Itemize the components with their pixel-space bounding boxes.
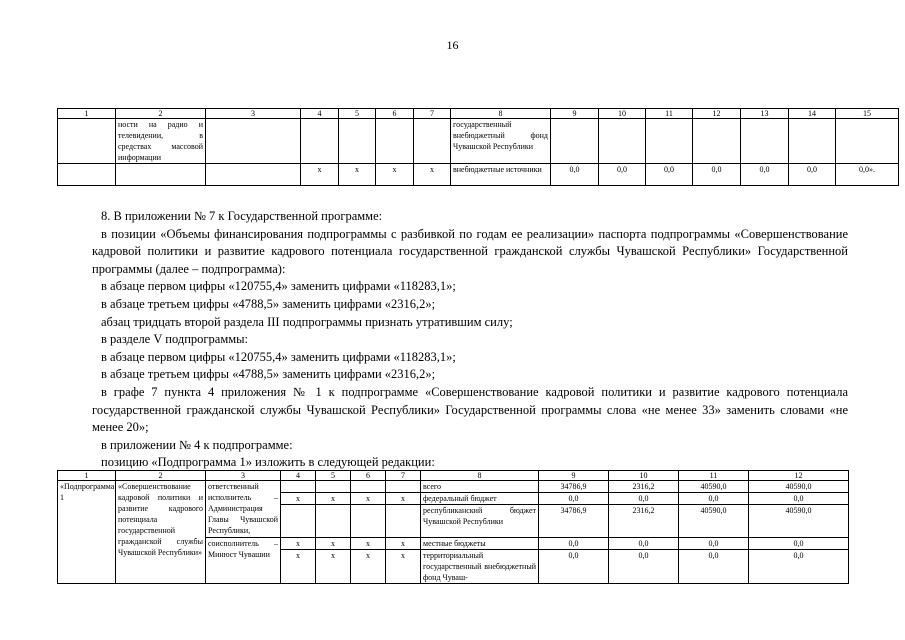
- table-cell: [646, 119, 693, 164]
- table-cell: 0,0: [609, 538, 679, 550]
- table-cell: [339, 119, 376, 164]
- table-header-cell: 15: [836, 109, 899, 119]
- table-cell: x: [316, 493, 351, 505]
- table-header-cell: 3: [206, 471, 281, 481]
- table-cell: 2316,2: [609, 481, 679, 493]
- table-cell: 0,0: [679, 550, 749, 584]
- table-cell: [351, 505, 386, 538]
- funding-source-cell: территориальный государственный внебюджетный фонд Чуваш-: [421, 550, 539, 584]
- table-header-cell: 7: [414, 109, 451, 119]
- document-body: [92, 208, 848, 472]
- table-cell: 34786,9: [539, 481, 609, 493]
- table-cell: [741, 119, 789, 164]
- table-header-row: [58, 109, 899, 119]
- table-cell: 0,0: [679, 538, 749, 550]
- table-cell: 40590,0: [679, 481, 749, 493]
- table-cell: 0,0».: [836, 164, 899, 186]
- paragraph: в абзаце третьем цифры «4788,5» заменить цифрами «2316,2»;: [101, 367, 436, 382]
- table-cell: 40590,0: [749, 481, 849, 493]
- funding-source-cell: местные бюджеты: [421, 538, 539, 550]
- table-header-cell: 6: [351, 471, 386, 481]
- table-cell: [693, 119, 741, 164]
- table-cell: x: [351, 493, 386, 505]
- table-row: [58, 481, 849, 493]
- table-cell: 0,0: [539, 538, 609, 550]
- paragraph: в абзаце первом цифры «120755,4» заменить цифрами «118283,1»;: [101, 279, 456, 294]
- table-cell: [836, 119, 899, 164]
- table-cell: [599, 119, 646, 164]
- table-cell: 0,0: [599, 164, 646, 186]
- table-header-cell: 14: [789, 109, 836, 119]
- table-header-cell: 13: [741, 109, 789, 119]
- table-header-cell: 2: [116, 471, 206, 481]
- table-cell: 0,0: [679, 493, 749, 505]
- table-cell: [376, 119, 414, 164]
- budget-table-continuation: [57, 108, 899, 186]
- table-header-cell: 4: [281, 471, 316, 481]
- table-cell: 0,0: [551, 164, 599, 186]
- table-cell: [386, 481, 421, 493]
- table-cell: x: [414, 164, 451, 186]
- table-header-cell: 6: [376, 109, 414, 119]
- table-cell: x: [339, 164, 376, 186]
- table-cell: [58, 119, 116, 164]
- table-row: [58, 119, 899, 164]
- table-cell: 0,0: [539, 493, 609, 505]
- table-cell: 0,0: [749, 538, 849, 550]
- table-header-cell: 9: [539, 471, 609, 481]
- table-cell: [58, 164, 116, 186]
- table-cell: [206, 164, 301, 186]
- table-header-cell: 5: [316, 471, 351, 481]
- table-cell: 0,0: [789, 164, 836, 186]
- table-cell: x: [281, 550, 316, 584]
- table-cell: x: [376, 164, 414, 186]
- table-cell: 0,0: [741, 164, 789, 186]
- table-cell: [206, 119, 301, 164]
- table-cell: [301, 119, 339, 164]
- table-header-cell: 12: [749, 471, 849, 481]
- table-cell: 0,0: [749, 550, 849, 584]
- paragraph: в графе 7 пункта 4 приложения № 1 к подпрограмме «Совершенствование кадровой политики и развитие кадрового потенциала государственной гражданской службы Чувашской Республики» Государственной программы слова «не менее 33» заменить словами «не менее 20»;: [92, 384, 848, 435]
- funding-source-cell: федеральный бюджет: [421, 493, 539, 505]
- table-cell: 0,0: [609, 493, 679, 505]
- table-cell: x: [386, 550, 421, 584]
- executor-cell: ответственный исполнитель – Администрация Главы Чувашской Республики,: [206, 481, 281, 538]
- table-cell: 0,0: [539, 550, 609, 584]
- table-header-cell: 4: [301, 109, 339, 119]
- table-cell: [386, 505, 421, 538]
- table-cell: [414, 119, 451, 164]
- table-cell: [281, 505, 316, 538]
- table-cell: [316, 505, 351, 538]
- table-cell: 0,0: [749, 493, 849, 505]
- subprogram-title-cell: «Совершенствование кадровой политики и развитие кадрового потенциала государственной гражданской службы Чувашской Республики»: [116, 481, 206, 584]
- table-cell: x: [386, 493, 421, 505]
- table-cell: 34786,9: [539, 505, 609, 538]
- table-header-cell: 1: [58, 471, 116, 481]
- table-cell: 40590,0: [749, 505, 849, 538]
- table-header-cell: 8: [451, 109, 551, 119]
- table-cell: x: [351, 538, 386, 550]
- table-cell: x: [316, 538, 351, 550]
- table-header-cell: 10: [609, 471, 679, 481]
- table-header-row: [58, 471, 849, 481]
- table-cell: 0,0: [609, 550, 679, 584]
- table-header-cell: 5: [339, 109, 376, 119]
- table-cell: государственный внебюджетный фонд Чувашской Республики: [451, 119, 551, 164]
- table-header-cell: 10: [599, 109, 646, 119]
- table-cell: x: [281, 493, 316, 505]
- table-cell: 2316,2: [609, 505, 679, 538]
- paragraph: в разделе V подпрограммы:: [101, 332, 249, 347]
- table-row: [58, 164, 899, 186]
- funding-source-cell: всего: [421, 481, 539, 493]
- table-cell: [316, 481, 351, 493]
- table-header-cell: 2: [116, 109, 206, 119]
- coexecutor-cell: соисполнитель – Минюст Чувашии: [206, 538, 281, 584]
- table-cell: [116, 164, 206, 186]
- table-header-cell: 11: [679, 471, 749, 481]
- subprogram-label-cell: «Подпрограмма 1: [58, 481, 116, 584]
- table-header-cell: 1: [58, 109, 116, 119]
- table-header-cell: 7: [386, 471, 421, 481]
- table-header-cell: 12: [693, 109, 741, 119]
- table-cell: x: [281, 538, 316, 550]
- paragraph: в абзаце третьем цифры «4788,5» заменить цифрами «2316,2»;: [101, 296, 436, 311]
- table-cell: [551, 119, 599, 164]
- paragraph: в абзаце первом цифры «120755,4» заменить цифрами «118283,1»;: [101, 349, 456, 364]
- table-cell: ности на радио и телевидении, в средствах массовой информации: [116, 119, 206, 164]
- table-cell: x: [316, 550, 351, 584]
- paragraph: 8. В приложении № 7 к Государственной программе:: [101, 209, 383, 223]
- table-header-cell: 9: [551, 109, 599, 119]
- table-cell: x: [301, 164, 339, 186]
- table-cell: 0,0: [693, 164, 741, 186]
- paragraph: в позиции «Объемы финансирования подпрограммы с разбивкой по годам ее реализации» паспорта подпрограммы «Совершенствование кадровой политики и развитие кадрового потенциала государственной гражданской службы Чувашской Республики» Государственной программы (далее – подпрограмма):: [92, 226, 848, 276]
- paragraph: позицию «Подпрограмма 1» изложить в следующей редакции:: [101, 455, 435, 470]
- table-cell: x: [386, 538, 421, 550]
- page-number: 16: [446, 38, 459, 52]
- table-cell: x: [351, 550, 386, 584]
- funding-source-cell: республиканский бюджет Чувашской Республики: [421, 505, 539, 538]
- table-cell: [281, 481, 316, 493]
- table-cell: [789, 119, 836, 164]
- table-cell: 40590,0: [679, 505, 749, 538]
- table-cell: внебюджетные источники: [451, 164, 551, 186]
- table-cell: 0,0: [646, 164, 693, 186]
- paragraph: абзац тридцать второй раздела III подпрограммы признать утратившим силу;: [101, 314, 513, 329]
- table-header-cell: 8: [421, 471, 539, 481]
- table-header-cell: 11: [646, 109, 693, 119]
- subprogram-table: [57, 470, 849, 584]
- table-cell: [351, 481, 386, 493]
- paragraph: в приложении № 4 к подпрограмме:: [101, 437, 293, 452]
- table-header-cell: 3: [206, 109, 301, 119]
